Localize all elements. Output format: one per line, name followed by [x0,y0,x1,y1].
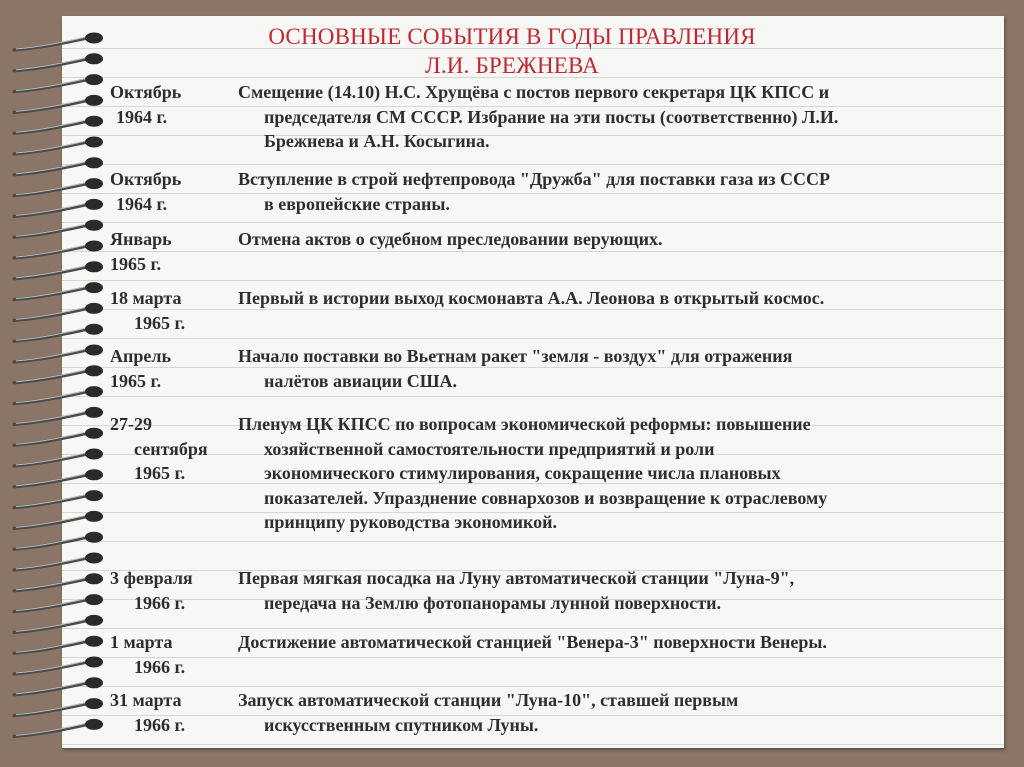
event-text [238,286,1008,311]
event-text-line: Запуск автоматической станции "Луна-10", ставшей первым [238,690,739,710]
event-date-line: 1966 г. [134,592,186,613]
event-date [110,566,240,615]
event-text-line: председателя СМ СССР. Избрание на эти посты (соответственно) Л.И. [264,106,839,127]
event-date [110,688,240,737]
event-text-line: Пленум ЦК КПСС по вопросам экономической реформы: повышение [238,414,811,434]
event-text-line: налётов авиации США. [264,370,457,391]
event-text-line: экономического стимулирования, сокращение числа плановых [264,463,781,483]
event-date-line: 1966 г. [134,656,186,677]
event-date-line: Январь [110,229,172,249]
event-date-line: Октябрь [110,82,182,102]
event-date-line: Апрель [110,346,171,366]
event-text-line: Отмена актов о судебном преследовании верующих. [238,229,663,249]
event-date-line: 1965 г. [110,370,162,391]
event-text [238,80,1008,154]
event-text-line: Смещение (14.10) Н.С. Хрущёва с постов первого секретаря ЦК КПСС и [238,82,830,102]
event-text-line: Вступление в строй нефтепровода "Дружба" для поставки газа из СССР [238,169,830,189]
event-date-line: 31 марта [110,690,182,710]
event-date [110,286,240,335]
event-text-line: Первый в истории выход космонавта А.А. Леонова в открытый космос. [238,288,825,308]
event-date-line: 1966 г. [134,714,186,735]
event-text [238,688,1008,737]
event-date-line: 1965 г. [134,463,186,483]
event-date [110,412,240,486]
event-text-line: в европейские страны. [264,193,450,214]
event-text [238,412,1008,535]
event-date [110,630,240,679]
event-text [238,630,1008,655]
event-text [238,344,1008,393]
event-text-line: Достижение автоматической станцией "Венера-3" поверхности Венеры. [238,632,827,652]
event-text-line: искусственным спутником Луны. [264,714,539,735]
event-text-line: Начало поставки во Вьетнам ракет "земля - воздух" для отражения [238,346,793,366]
event-date-line: 3 февраля [110,568,193,588]
event-date-line: 1 марта [110,632,173,652]
event-text-line: хозяйственной самостоятельности предприятий и роли [264,438,715,459]
event-text [238,167,1008,216]
event-date-line: 27-29 [110,414,152,434]
event-date [110,80,240,129]
page-title [0,22,1024,80]
event-date-line: 1965 г. [134,312,186,333]
event-date [110,167,240,216]
event-date [110,227,240,276]
event-text [238,566,1008,615]
event-date-line: 1964 г. [116,106,168,127]
event-text [238,227,1008,252]
page-title-line-1: ОСНОВНЫЕ СОБЫТИЯ В ГОДЫ ПРАВЛЕНИЯ [268,24,756,49]
event-text-line: показателей. Упразднение совнархозов и возвращение к отраслевому [264,487,828,508]
event-date-line: 1965 г. [110,253,162,274]
event-date-line: 1964 г. [116,193,168,214]
event-text-line: передача на Землю фотопанорамы лунной поверхности. [264,592,721,613]
event-date-line: сентября [134,438,208,459]
event-date [110,344,240,393]
event-date-line: Октябрь [110,169,182,189]
event-text-line: Брежнева и А.Н. Косыгина. [264,131,490,151]
page-title-line-2: Л.И. БРЕЖНЕВА [425,53,599,78]
event-text-line: принципу руководства экономикой. [264,512,558,532]
event-text-line: Первая мягкая посадка на Луну автоматической станции "Луна-9", [238,568,795,588]
event-date-line: 18 марта [110,288,182,308]
